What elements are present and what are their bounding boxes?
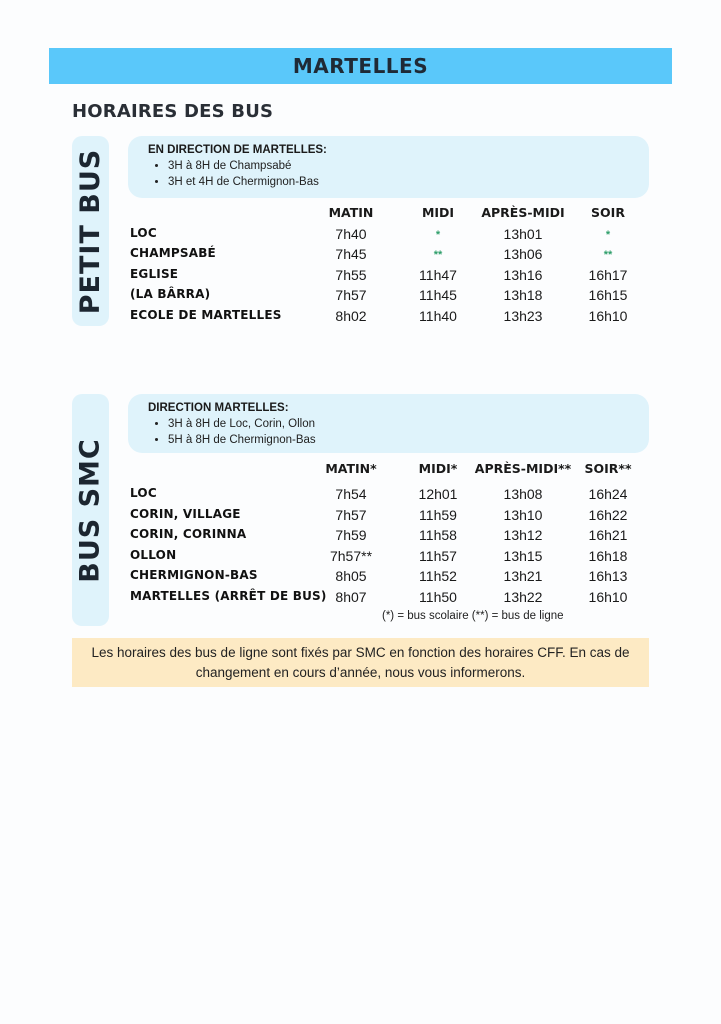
time-cell: 16h24 <box>588 486 628 502</box>
stop-name: EGLISE <box>130 266 179 281</box>
schedule-legend: (*) = bus scolaire (**) = bus de ligne <box>382 610 564 622</box>
time-cell: 11h58 <box>419 527 457 543</box>
time-cell: ** <box>603 249 613 261</box>
column-header-apres-midi: APRÈS-MIDI** <box>474 461 572 476</box>
time-cell: ** <box>433 249 443 261</box>
time-cell: 16h21 <box>588 527 628 543</box>
title-banner <box>49 48 672 84</box>
bus-smc-schedule <box>128 461 658 609</box>
schedule-row <box>128 507 658 528</box>
column-header-soir: SOIR <box>591 205 625 220</box>
schedule-header-row <box>128 205 658 226</box>
time-cell: 8h02 <box>335 307 367 324</box>
stop-name: CORIN, CORINNA <box>130 527 247 541</box>
time-cell: 13h10 <box>503 506 543 523</box>
time-cell: 16h22 <box>588 506 628 523</box>
time-cell: 7h57** <box>329 547 373 564</box>
time-cell: 13h22 <box>503 588 543 605</box>
bus-smc-tab-label: BUS SMC <box>75 437 107 583</box>
time-cell: 8h07 <box>335 588 367 605</box>
time-cell: 13h01 <box>503 225 543 242</box>
time-cell: 12h01 <box>418 486 458 502</box>
time-cell: 16h13 <box>588 568 628 584</box>
info-item: • 3H à 8H de Champsabé <box>168 158 649 174</box>
schedule-row <box>128 246 658 267</box>
stop-name: OLLON <box>130 547 177 562</box>
info-item: • 3H et 4H de Chermignon-Bas <box>168 174 649 190</box>
petit-bus-tab <box>72 136 109 326</box>
time-cell: 7h57 <box>335 506 367 523</box>
time-cell: 13h08 <box>503 486 543 502</box>
schedule-row <box>128 589 658 610</box>
time-cell: 11h40 <box>419 307 457 324</box>
time-cell: 13h23 <box>503 307 543 324</box>
schedule-row <box>128 267 658 288</box>
time-cell: 7h57 <box>335 287 367 303</box>
petit-bus-info-box <box>128 136 649 198</box>
time-cell: 11h50 <box>419 588 457 605</box>
petit-bus-info-title: EN DIRECTION DE MARTELLES: <box>148 144 327 156</box>
time-cell: 16h18 <box>588 547 628 564</box>
schedule-row <box>128 568 658 589</box>
schedule-row <box>128 287 658 308</box>
time-cell: * <box>435 228 441 241</box>
time-cell: 7h45 <box>335 246 367 262</box>
stop-name: CHERMIGNON-BAS <box>130 568 258 582</box>
time-cell: 13h18 <box>503 287 543 303</box>
stop-name: CHAMPSABÉ <box>130 246 216 260</box>
info-item: • 5H à 8H de Chermignon-Bas <box>168 432 649 448</box>
time-cell: 13h15 <box>503 547 543 564</box>
column-header-soir: SOIR** <box>584 461 632 476</box>
petit-bus-schedule <box>128 205 658 328</box>
time-cell: 11h45 <box>419 287 457 303</box>
time-cell: 13h12 <box>503 527 543 543</box>
column-header-matin: MATIN <box>328 205 374 220</box>
time-cell: * <box>605 228 611 241</box>
schedule-row <box>128 226 658 247</box>
time-cell: 13h06 <box>503 246 543 262</box>
bus-smc-info-box <box>128 394 649 453</box>
time-cell: 7h59 <box>335 527 367 543</box>
time-cell: 11h47 <box>419 266 457 283</box>
schedule-row <box>128 548 658 569</box>
notice-box <box>72 638 649 687</box>
bus-smc-info-title: DIRECTION MARTELLES: <box>148 402 289 414</box>
stop-name: LOC <box>130 486 157 500</box>
stop-name: ECOLE DE MARTELLES <box>130 307 282 322</box>
time-cell: 16h15 <box>588 287 628 303</box>
schedule-row <box>128 486 658 507</box>
time-cell: 16h17 <box>588 266 628 283</box>
time-cell: 16h10 <box>588 307 628 324</box>
stop-name: CORIN, VILLAGE <box>130 506 241 521</box>
info-item: • 3H à 8H de Loc, Corin, Ollon <box>168 416 649 432</box>
time-cell: 7h55 <box>335 266 367 283</box>
column-header-apres-midi: APRÈS-MIDI <box>481 205 565 220</box>
bus-smc-info-list <box>148 416 649 448</box>
column-header-midi: MIDI* <box>418 461 458 476</box>
time-cell: 13h21 <box>503 568 543 584</box>
time-cell: 7h40 <box>335 225 367 242</box>
page-title: MARTELLES <box>292 54 429 78</box>
notice-text: Les horaires des bus de ligne sont fixés par SMC en fonction des horaires CFF. En cas de changement en cours d’année, nous vous informerons. <box>91 644 630 680</box>
bus-smc-tab <box>72 394 109 626</box>
petit-bus-tab-label: PETIT BUS <box>75 148 106 314</box>
time-cell: 11h57 <box>419 547 457 564</box>
schedule-row <box>128 527 658 548</box>
column-header-matin: MATIN* <box>325 461 377 476</box>
time-cell: 7h54 <box>335 486 367 502</box>
stop-name: LOC <box>130 225 157 240</box>
stop-name: MARTELLES (ARRÊT DE BUS) <box>130 588 327 603</box>
time-cell: 11h52 <box>419 568 457 584</box>
time-cell: 13h16 <box>503 266 543 283</box>
section-heading: HORAIRES DES BUS <box>72 101 274 122</box>
stop-name: (LA BÂRRA) <box>130 287 211 301</box>
petit-bus-info-list <box>148 158 649 190</box>
column-header-midi: MIDI <box>421 205 455 220</box>
schedule-row <box>128 308 658 329</box>
time-cell: 16h10 <box>588 588 628 605</box>
time-cell: 11h59 <box>419 506 457 523</box>
time-cell: 8h05 <box>335 568 367 584</box>
schedule-header-row <box>128 461 658 486</box>
